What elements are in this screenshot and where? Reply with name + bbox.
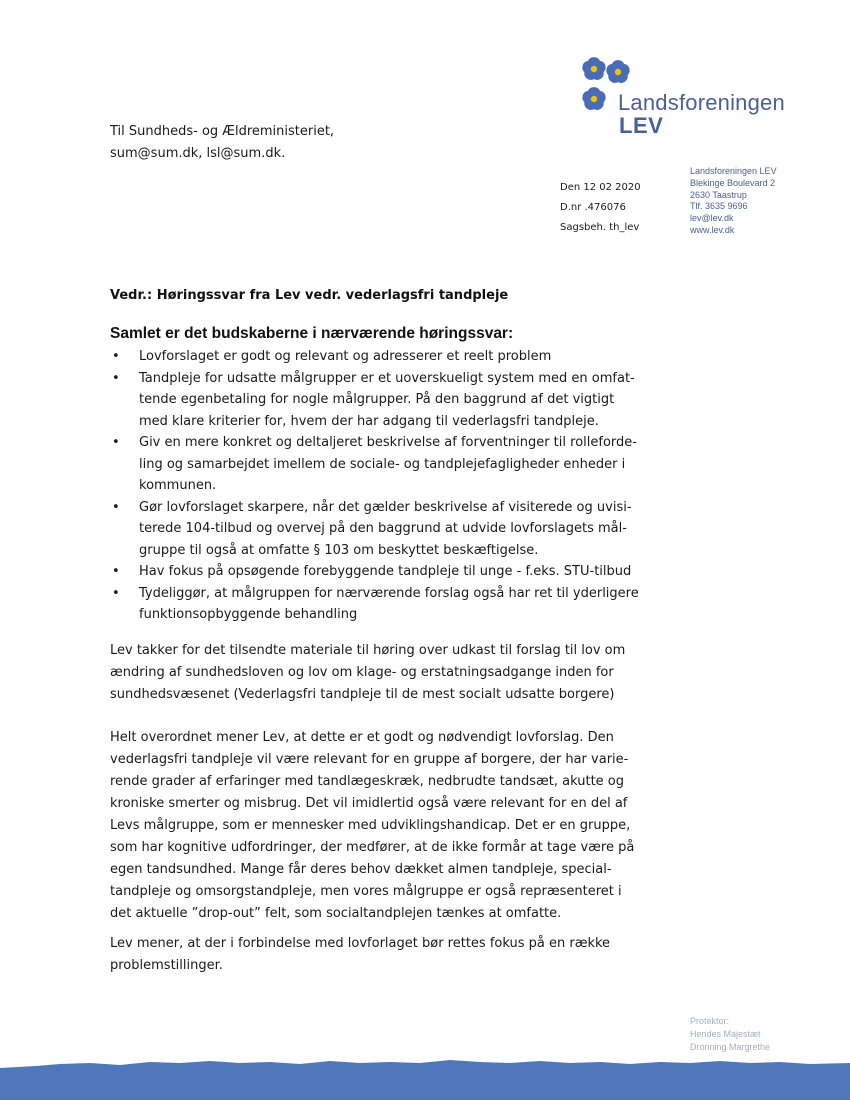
reference-case-handler: Sagsbeh. th_lev — [560, 222, 640, 233]
organization-logo — [572, 52, 792, 142]
paragraph-text-line: vederlagsfri tandpleje vil være relevant for en gruppe af borgere, der har varie- — [110, 752, 629, 767]
protector-block — [690, 1015, 770, 1054]
summary-bullet-item — [112, 583, 652, 626]
bullet-text-line: Tydeliggør, at målgruppen for nærværende forslag også har ret til yderligere — [139, 585, 639, 601]
footer-wave-banner — [0, 1050, 850, 1100]
bullet-text-line: Tandpleje for udsatte målgrupper er et uoverskueligt system med en omfat- — [139, 370, 635, 386]
bullet-text-line: Giv en mere konkret og deltaljeret beskrivelse af forventninger til rolleforde- — [139, 435, 637, 450]
paragraph-text-line: Lev takker for det tilsendte materiale til høring over udkast til forslag til lov om — [110, 643, 626, 658]
paragraph-text-line: rende grader af erfaringer med tandlægeskræk, nedbrudte tandsæt, akutte og — [110, 774, 625, 789]
logo-name: Landsforeningen — [618, 90, 785, 115]
sender-line: Tlf. 3635 9696 — [690, 201, 748, 212]
bullet-text-line: kommunen. — [139, 478, 217, 493]
bullet-text-line: Hav fokus på opsøgende forebyggende tandpleje til unge - f.eks. STU-tilbud — [139, 564, 632, 579]
bullet-text-line: tende egenbetaling for nogle målgrupper. På den baggrund af det vigtigt — [139, 392, 615, 407]
bullet-point-icon: • — [112, 435, 120, 450]
sender-line: lev@lev.dk — [690, 213, 734, 224]
sender-contact-block — [690, 166, 777, 237]
footer-wave-shape — [0, 1060, 850, 1100]
bullet-text-line: Lovforslaget er godt og relevant og adresserer et reelt problem — [139, 349, 552, 364]
paragraph-text-line: sundhedsvæsenet (Vederlagsfri tandpleje til de mest socialt udsatte borgere) — [110, 687, 615, 702]
bullet-point-icon: • — [112, 499, 120, 515]
sender-line: Blekinge Boulevard 2 — [690, 177, 776, 188]
reference-date: Den 12 02 2020 — [560, 182, 641, 193]
bullet-point-icon: • — [112, 585, 120, 601]
protector-line: Dronning Margrethe — [690, 1042, 771, 1052]
paragraph-text-line: Lev mener, at der i forbindelse med lovforlaget bør rettes fokus på en række — [110, 936, 611, 951]
protector-line: Protektor: — [690, 1016, 730, 1026]
body-paragraph — [110, 727, 670, 925]
paragraph-text-line: kroniske smerter og misbrug. Det vil imidlertid også være relevant for en del af — [110, 796, 628, 811]
sender-line: www.lev.dk — [690, 224, 735, 235]
summary-bullet-list — [112, 346, 652, 626]
bullet-text-line: Gør lovforslaget skarpere, når det gælder beskrivelse af visiterede og uvisi- — [139, 499, 632, 515]
reference-case-number: D.nr .476076 — [560, 202, 626, 213]
paragraph-text-line: det aktuelle ”drop-out” felt, som socialtandplejen tænkes at omfatte. — [110, 906, 562, 921]
protector-line: Hendes Majestæt — [690, 1029, 761, 1039]
bullet-text-line: med klare kriterier for, hvem der har adgang til vederlagsfri tandpleje. — [139, 413, 599, 429]
addressee-line: sum@sum.dk, lsl@sum.dk. — [110, 146, 286, 161]
addressee-line: Til Sundheds- og Ældreministeriet, — [110, 124, 335, 139]
body-paragraph — [110, 640, 670, 706]
paragraph-text-line: Levs målgruppe, som er mennesker med udviklingshandicap. Det er en gruppe, — [110, 818, 631, 833]
bullet-point-icon: • — [112, 564, 120, 579]
sender-line: 2630 Taastrup — [690, 189, 747, 200]
bullet-text-line: gruppe til også at omfatte § 103 om beskyttet beskæftigelse. — [139, 542, 539, 558]
sender-line: Landsforeningen LEV — [690, 166, 777, 176]
summary-bullet-item — [112, 346, 652, 368]
logo-short-name: LEV — [619, 113, 664, 138]
summary-bullet-item — [112, 497, 652, 562]
summary-bullet-item — [112, 561, 652, 583]
bullet-point-icon: • — [112, 370, 120, 386]
paragraph-text-line: egen tandsundhed. Mange får deres behov dækket almen tandpleje, special- — [110, 862, 612, 877]
paragraph-text-line: tandpleje og omsorgstandpleje, men vores målgruppe er også repræsenteret i — [110, 884, 622, 899]
summary-heading: Samlet er det budskaberne i nærværende høringssvar: — [110, 325, 514, 342]
paragraph-text-line: ændring af sundhedsloven og lov om klage- og erstatningsadgange inden for — [110, 665, 614, 680]
bullet-text-line: funktionsopbyggende behandling — [139, 607, 358, 622]
paragraph-text-line: som har kognitive udfordringer, der medfører, at de ikke formår at tage være på — [110, 840, 635, 855]
summary-bullet-item — [112, 368, 652, 433]
addressee-block — [110, 121, 334, 165]
paragraph-text-line: problemstillinger. — [110, 958, 223, 973]
bullet-text-line: terede 104-tilbud og overvej på den baggrund at udvide lovforslagets mål- — [139, 521, 627, 536]
reference-block — [560, 178, 641, 238]
paragraph-text-line: Helt overordnet mener Lev, at dette er et godt og nødvendigt lovforslag. Den — [110, 730, 614, 745]
body-paragraph — [110, 933, 670, 977]
letter-subject: Vedr.: Høringssvar fra Lev vedr. vederlagsfri tandpleje — [110, 288, 509, 303]
bullet-point-icon: • — [112, 349, 120, 364]
summary-bullet-item — [112, 432, 652, 497]
bullet-text-line: ling og samarbejdet imellem de sociale- og tandplejefagligheder enheder i — [139, 456, 626, 472]
